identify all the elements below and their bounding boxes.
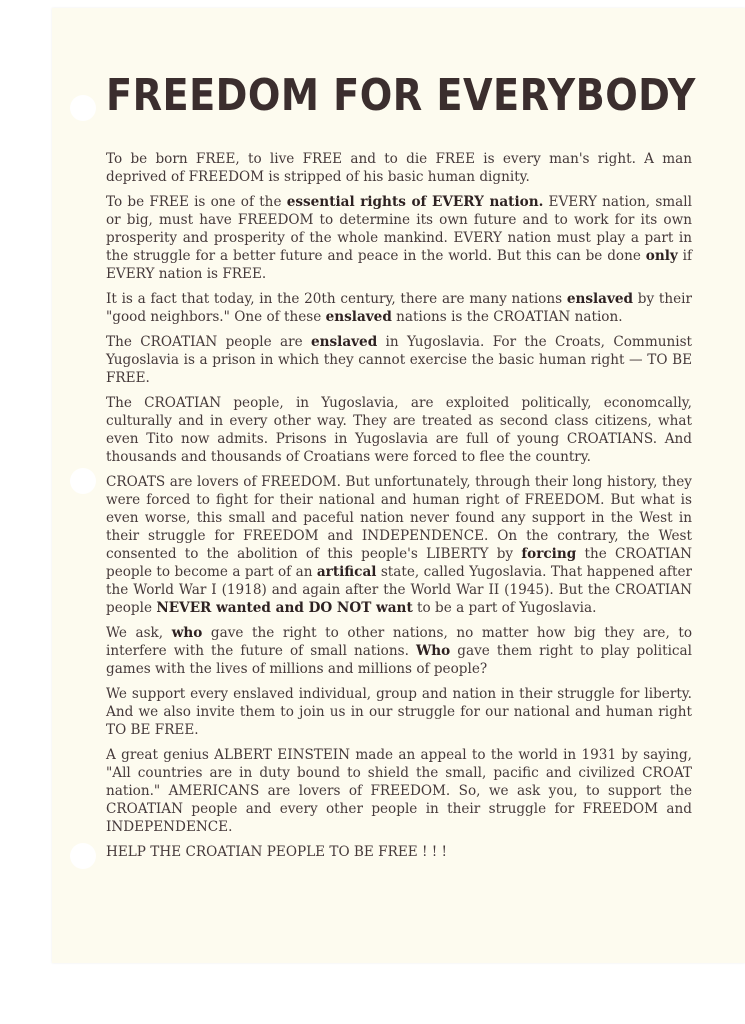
text-run: state, called Yugoslavia. That happened after the World War I (1918) and again after the World War II (1945). But the CROATIAN people bbox=[106, 564, 692, 616]
punch-hole-bottom bbox=[70, 843, 96, 869]
bold-text: artifical bbox=[316, 564, 377, 580]
text-run: if EVERY nation is FREE. bbox=[106, 248, 692, 282]
bold-text: Who bbox=[416, 643, 451, 659]
bold-text: only bbox=[645, 248, 678, 264]
paragraph bbox=[106, 193, 692, 283]
text-run: To be born FREE, to live FREE and to die FREE is every man's right. A man deprived of FREEDOM is stripped of his basic human dignity. bbox=[106, 151, 692, 185]
bold-text: enslaved bbox=[310, 334, 378, 350]
bold-text: enslaved bbox=[566, 291, 634, 307]
text-run: EVERY nation, small or big, must have FREEDOM to determine its own future and to work for its own prosperity and prosperity of the whole mankind. EVERY nation must play a part in the struggle for a better future and peace in the world. But this can be done bbox=[106, 194, 692, 264]
bold-text: who bbox=[171, 625, 203, 641]
bold-text: forcing bbox=[521, 546, 577, 562]
closing-line bbox=[106, 843, 692, 861]
text-run: in Yugoslavia. For the Croats, Communist Yugoslavia is a prison in which they cannot exercise the basic human right — TO BE FREE. bbox=[106, 334, 693, 386]
bold-text: enslaved bbox=[325, 309, 392, 325]
paragraph bbox=[106, 290, 692, 326]
text-run: the CROATIAN people to become a part of an bbox=[106, 546, 692, 580]
paragraph bbox=[106, 394, 692, 466]
bold-text: NEVER wanted and DO NOT want bbox=[156, 600, 413, 616]
text-run: CROATS are lovers of FREEDOM. But unfortunately, through their long history, they were forced to fight for their national and human right of FREEDOM. But what is even worse, this small and paceful nation never found any support in the West in their struggle for FREEDOM and INDEPENDENCE. On the contrary, the West consented to the abolition of this people's LIBERTY by bbox=[106, 474, 692, 562]
text-run: A great genius ALBERT EINSTEIN made an appeal to the world in 1931 by saying, "All countries are in duty bound to shield the small, pacific and civilized CROAT nation." AMERICANS are lovers of FREEDOM. So, we ask you, to support the CROATIAN people and every other people in their struggle for FREEDOM and INDEPENDENCE. bbox=[106, 747, 692, 835]
text-run: The CROATIAN people are bbox=[106, 334, 311, 350]
text-run: The CROATIAN people, in Yugoslavia, are exploited politically, economcally, culturally and in every other way. They are treated as second class citizens, what even Tito now admits. Prisons in Yugoslavia are full of young CROATIANS. And thousands and thousands of Croatians were forced to flee the country. bbox=[106, 395, 692, 465]
punch-hole-top bbox=[70, 95, 96, 121]
text-run: to be a part of Yugoslavia. bbox=[412, 600, 597, 616]
paragraph bbox=[106, 150, 692, 186]
text-run: We ask, bbox=[106, 625, 172, 641]
paragraph bbox=[106, 333, 692, 387]
punch-hole-middle bbox=[70, 468, 96, 494]
paragraph bbox=[106, 624, 692, 678]
text-run: by their "good neighbors." One of these bbox=[106, 291, 692, 325]
text-run: To be FREE is one of the bbox=[106, 194, 287, 210]
page-title: FREEDOM FOR EVERYBODY bbox=[106, 70, 696, 121]
text-run: gave them right to play political games with the lives of millions and millions of people? bbox=[106, 643, 693, 677]
document-body bbox=[106, 150, 692, 868]
paragraph bbox=[106, 685, 692, 739]
paragraph bbox=[106, 473, 692, 617]
text-run: nations is the CROATIAN nation. bbox=[391, 309, 623, 325]
text-run: HELP THE CROATIAN PEOPLE TO BE FREE ! ! ! bbox=[106, 844, 448, 860]
bold-text: essential rights of EVERY nation. bbox=[286, 194, 544, 210]
text-run: gave the right to other nations, no matter how big they are, to interfere with the future of small nations. bbox=[106, 625, 693, 659]
text-run: We support every enslaved individual, group and nation in their struggle for liberty. And we also invite them to join us in our struggle for our national and human right TO BE FREE. bbox=[106, 686, 692, 738]
paragraph bbox=[106, 746, 692, 836]
text-run: It is a fact that today, in the 20th century, there are many nations bbox=[106, 291, 567, 307]
